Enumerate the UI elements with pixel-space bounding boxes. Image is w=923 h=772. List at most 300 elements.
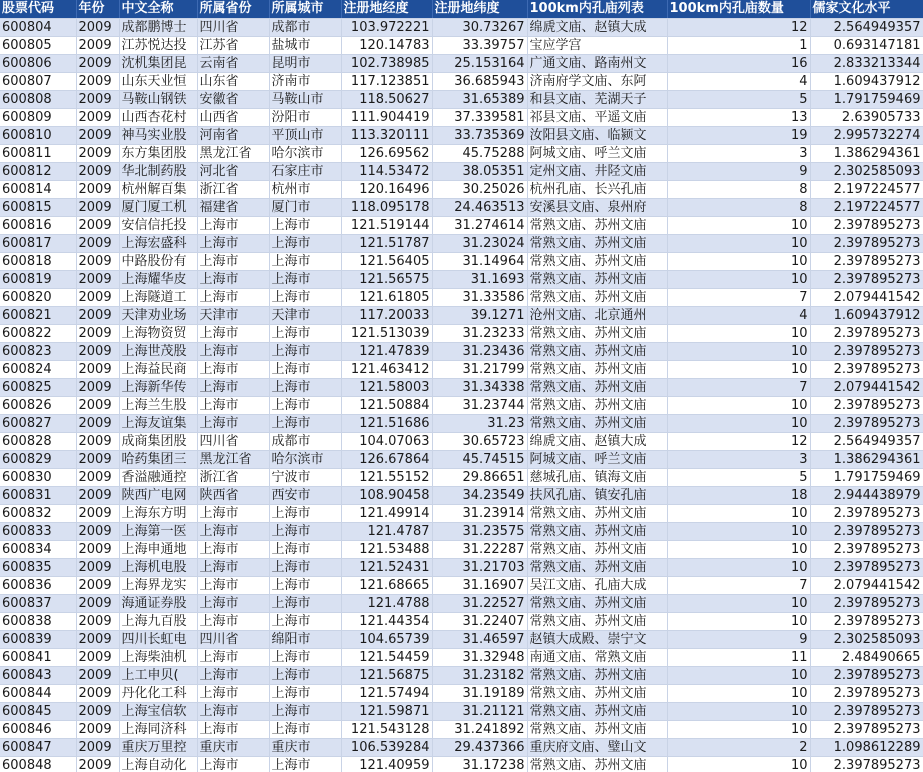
cell-year[interactable]: 2009 <box>76 757 119 772</box>
cell-stock-code[interactable]: 600818 <box>0 253 76 271</box>
cell-longitude[interactable]: 121.55152 <box>341 469 432 487</box>
cell-confucian-level[interactable]: 0.693147181 <box>810 37 923 55</box>
cell-temple-list[interactable]: 阿城文庙、呼兰文庙 <box>527 145 667 163</box>
cell-temple-count[interactable]: 5 <box>667 91 810 109</box>
cell-confucian-level[interactable]: 2.397895273 <box>810 505 923 523</box>
cell-temple-count[interactable]: 10 <box>667 523 810 541</box>
cell-confucian-level[interactable]: 2.397895273 <box>810 523 923 541</box>
cell-confucian-level[interactable]: 2.302585093 <box>810 163 923 181</box>
cell-year[interactable]: 2009 <box>76 667 119 685</box>
cell-temple-list[interactable]: 吴江文庙、孔庙大成 <box>527 577 667 595</box>
cell-company-name[interactable]: 上海东方明 <box>119 505 197 523</box>
cell-city[interactable]: 上海市 <box>269 235 341 253</box>
cell-temple-count[interactable]: 10 <box>667 757 810 772</box>
cell-city[interactable]: 成都市 <box>269 433 341 451</box>
cell-province[interactable]: 重庆市 <box>197 739 269 757</box>
cell-stock-code[interactable]: 600807 <box>0 73 76 91</box>
cell-year[interactable]: 2009 <box>76 217 119 235</box>
cell-year[interactable]: 2009 <box>76 649 119 667</box>
cell-stock-code[interactable]: 600808 <box>0 91 76 109</box>
cell-temple-list[interactable]: 常熟文庙、苏州文庙 <box>527 703 667 721</box>
cell-longitude[interactable]: 121.57494 <box>341 685 432 703</box>
header-longitude[interactable]: 注册地经度 <box>341 0 432 19</box>
cell-longitude[interactable]: 121.56575 <box>341 271 432 289</box>
cell-temple-count[interactable]: 12 <box>667 19 810 37</box>
cell-confucian-level[interactable]: 2.397895273 <box>810 325 923 343</box>
cell-latitude[interactable]: 34.23549 <box>432 487 527 505</box>
cell-city[interactable]: 汾阳市 <box>269 109 341 127</box>
cell-province[interactable]: 上海市 <box>197 667 269 685</box>
cell-confucian-level[interactable]: 2.197224577 <box>810 199 923 217</box>
cell-latitude[interactable]: 33.39757 <box>432 37 527 55</box>
cell-temple-count[interactable]: 10 <box>667 343 810 361</box>
cell-company-name[interactable]: 哈药集团三 <box>119 451 197 469</box>
cell-city[interactable]: 上海市 <box>269 325 341 343</box>
cell-year[interactable]: 2009 <box>76 91 119 109</box>
cell-temple-count[interactable]: 4 <box>667 307 810 325</box>
cell-company-name[interactable]: 山东天业恒 <box>119 73 197 91</box>
cell-longitude[interactable]: 121.56875 <box>341 667 432 685</box>
cell-longitude[interactable]: 121.44354 <box>341 613 432 631</box>
cell-city[interactable]: 哈尔滨市 <box>269 451 341 469</box>
cell-city[interactable]: 成都市 <box>269 19 341 37</box>
cell-temple-count[interactable]: 7 <box>667 379 810 397</box>
cell-longitude[interactable]: 121.40959 <box>341 757 432 772</box>
cell-confucian-level[interactable]: 1.791759469 <box>810 469 923 487</box>
cell-temple-list[interactable]: 广通文庙、路南州文 <box>527 55 667 73</box>
cell-longitude[interactable]: 121.49914 <box>341 505 432 523</box>
cell-confucian-level[interactable]: 2.397895273 <box>810 343 923 361</box>
cell-latitude[interactable]: 31.274614 <box>432 217 527 235</box>
cell-city[interactable]: 西安市 <box>269 487 341 505</box>
cell-longitude[interactable]: 121.58003 <box>341 379 432 397</box>
cell-company-name[interactable]: 上海机电股 <box>119 559 197 577</box>
cell-longitude[interactable]: 108.90458 <box>341 487 432 505</box>
cell-year[interactable]: 2009 <box>76 325 119 343</box>
cell-province[interactable]: 浙江省 <box>197 181 269 199</box>
cell-latitude[interactable]: 31.21703 <box>432 559 527 577</box>
cell-province[interactable]: 福建省 <box>197 199 269 217</box>
cell-latitude[interactable]: 31.65389 <box>432 91 527 109</box>
cell-company-name[interactable]: 重庆万里控 <box>119 739 197 757</box>
cell-year[interactable]: 2009 <box>76 163 119 181</box>
cell-company-name[interactable]: 沈机集团昆 <box>119 55 197 73</box>
cell-city[interactable]: 上海市 <box>269 343 341 361</box>
cell-confucian-level[interactable]: 1.098612289 <box>810 739 923 757</box>
cell-year[interactable]: 2009 <box>76 361 119 379</box>
cell-city[interactable]: 上海市 <box>269 703 341 721</box>
cell-latitude[interactable]: 30.65723 <box>432 433 527 451</box>
cell-stock-code[interactable]: 600820 <box>0 289 76 307</box>
cell-stock-code[interactable]: 600809 <box>0 109 76 127</box>
cell-confucian-level[interactable]: 2.63905733 <box>810 109 923 127</box>
cell-year[interactable]: 2009 <box>76 559 119 577</box>
cell-temple-count[interactable]: 10 <box>667 685 810 703</box>
cell-temple-count[interactable]: 13 <box>667 109 810 127</box>
cell-province[interactable]: 上海市 <box>197 253 269 271</box>
cell-temple-list[interactable]: 汝阳县文庙、临颍文 <box>527 127 667 145</box>
cell-temple-count[interactable]: 1 <box>667 37 810 55</box>
cell-company-name[interactable]: 上海友谊集 <box>119 415 197 433</box>
cell-longitude[interactable]: 102.738985 <box>341 55 432 73</box>
cell-stock-code[interactable]: 600817 <box>0 235 76 253</box>
cell-stock-code[interactable]: 600831 <box>0 487 76 505</box>
cell-longitude[interactable]: 106.539284 <box>341 739 432 757</box>
cell-city[interactable]: 上海市 <box>269 397 341 415</box>
cell-temple-count[interactable]: 10 <box>667 325 810 343</box>
cell-stock-code[interactable]: 600825 <box>0 379 76 397</box>
cell-confucian-level[interactable]: 2.397895273 <box>810 235 923 253</box>
cell-longitude[interactable]: 111.904419 <box>341 109 432 127</box>
cell-province[interactable]: 上海市 <box>197 235 269 253</box>
cell-company-name[interactable]: 上海世茂股 <box>119 343 197 361</box>
cell-confucian-level[interactable]: 2.079441542 <box>810 577 923 595</box>
cell-confucian-level[interactable]: 2.397895273 <box>810 721 923 739</box>
cell-city[interactable]: 上海市 <box>269 541 341 559</box>
cell-latitude[interactable]: 31.34338 <box>432 379 527 397</box>
cell-city[interactable]: 上海市 <box>269 289 341 307</box>
cell-year[interactable]: 2009 <box>76 271 119 289</box>
cell-company-name[interactable]: 山西杏花村 <box>119 109 197 127</box>
cell-company-name[interactable]: 天津劝业场 <box>119 307 197 325</box>
cell-company-name[interactable]: 上海新华传 <box>119 379 197 397</box>
cell-longitude[interactable]: 121.543128 <box>341 721 432 739</box>
cell-year[interactable]: 2009 <box>76 523 119 541</box>
cell-province[interactable]: 上海市 <box>197 505 269 523</box>
cell-temple-count[interactable]: 3 <box>667 451 810 469</box>
cell-stock-code[interactable]: 600833 <box>0 523 76 541</box>
cell-stock-code[interactable]: 600819 <box>0 271 76 289</box>
cell-province[interactable]: 上海市 <box>197 343 269 361</box>
cell-province[interactable]: 河北省 <box>197 163 269 181</box>
cell-temple-list[interactable]: 济南府学文庙、东阿 <box>527 73 667 91</box>
cell-city[interactable]: 上海市 <box>269 523 341 541</box>
cell-stock-code[interactable]: 600841 <box>0 649 76 667</box>
cell-temple-list[interactable]: 常熟文庙、苏州文庙 <box>527 289 667 307</box>
cell-province[interactable]: 黑龙江省 <box>197 451 269 469</box>
cell-longitude[interactable]: 121.4787 <box>341 523 432 541</box>
cell-confucian-level[interactable]: 2.397895273 <box>810 541 923 559</box>
cell-latitude[interactable]: 31.19189 <box>432 685 527 703</box>
cell-temple-list[interactable]: 常熟文庙、苏州文庙 <box>527 415 667 433</box>
cell-company-name[interactable]: 上海申通地 <box>119 541 197 559</box>
cell-temple-count[interactable]: 9 <box>667 631 810 649</box>
cell-year[interactable]: 2009 <box>76 505 119 523</box>
cell-stock-code[interactable]: 600827 <box>0 415 76 433</box>
cell-longitude[interactable]: 120.16496 <box>341 181 432 199</box>
cell-province[interactable]: 上海市 <box>197 595 269 613</box>
cell-confucian-level[interactable]: 2.564949357 <box>810 19 923 37</box>
cell-latitude[interactable]: 31.14964 <box>432 253 527 271</box>
cell-confucian-level[interactable]: 2.079441542 <box>810 289 923 307</box>
cell-province[interactable]: 上海市 <box>197 721 269 739</box>
cell-year[interactable]: 2009 <box>76 145 119 163</box>
cell-confucian-level[interactable]: 2.079441542 <box>810 379 923 397</box>
cell-city[interactable]: 上海市 <box>269 379 341 397</box>
cell-stock-code[interactable]: 600811 <box>0 145 76 163</box>
cell-temple-count[interactable]: 10 <box>667 271 810 289</box>
cell-temple-list[interactable]: 常熟文庙、苏州文庙 <box>527 595 667 613</box>
cell-longitude[interactable]: 121.519144 <box>341 217 432 235</box>
cell-city[interactable]: 重庆市 <box>269 739 341 757</box>
cell-year[interactable]: 2009 <box>76 631 119 649</box>
cell-company-name[interactable]: 东方集团股 <box>119 145 197 163</box>
cell-year[interactable]: 2009 <box>76 199 119 217</box>
cell-province[interactable]: 上海市 <box>197 523 269 541</box>
cell-longitude[interactable]: 118.50627 <box>341 91 432 109</box>
cell-latitude[interactable]: 31.23914 <box>432 505 527 523</box>
cell-year[interactable]: 2009 <box>76 109 119 127</box>
cell-city[interactable]: 绵阳市 <box>269 631 341 649</box>
cell-province[interactable]: 上海市 <box>197 703 269 721</box>
cell-temple-list[interactable]: 常熟文庙、苏州文庙 <box>527 541 667 559</box>
cell-stock-code[interactable]: 600835 <box>0 559 76 577</box>
cell-latitude[interactable]: 31.23 <box>432 415 527 433</box>
cell-temple-list[interactable]: 祁县文庙、平遥文庙 <box>527 109 667 127</box>
cell-temple-list[interactable]: 常熟文庙、苏州文庙 <box>527 253 667 271</box>
cell-latitude[interactable]: 30.73267 <box>432 19 527 37</box>
cell-temple-list[interactable]: 常熟文庙、苏州文庙 <box>527 271 667 289</box>
cell-longitude[interactable]: 113.320111 <box>341 127 432 145</box>
cell-latitude[interactable]: 25.153164 <box>432 55 527 73</box>
cell-stock-code[interactable]: 600838 <box>0 613 76 631</box>
cell-year[interactable]: 2009 <box>76 739 119 757</box>
cell-city[interactable]: 上海市 <box>269 757 341 772</box>
cell-stock-code[interactable]: 600828 <box>0 433 76 451</box>
cell-temple-list[interactable]: 阿城文庙、呼兰文庙 <box>527 451 667 469</box>
cell-year[interactable]: 2009 <box>76 397 119 415</box>
cell-confucian-level[interactable]: 1.609437912 <box>810 73 923 91</box>
cell-company-name[interactable]: 厦门厦工机 <box>119 199 197 217</box>
cell-temple-count[interactable]: 10 <box>667 595 810 613</box>
cell-longitude[interactable]: 121.56405 <box>341 253 432 271</box>
cell-latitude[interactable]: 38.05351 <box>432 163 527 181</box>
cell-year[interactable]: 2009 <box>76 721 119 739</box>
cell-temple-list[interactable]: 绵虒文庙、赵镇大成 <box>527 19 667 37</box>
cell-province[interactable]: 上海市 <box>197 415 269 433</box>
cell-temple-list[interactable]: 慈城孔庙、镇海文庙 <box>527 469 667 487</box>
cell-company-name[interactable]: 上海同济科 <box>119 721 197 739</box>
cell-confucian-level[interactable]: 2.397895273 <box>810 757 923 772</box>
cell-company-name[interactable]: 上海宝信软 <box>119 703 197 721</box>
cell-year[interactable]: 2009 <box>76 289 119 307</box>
cell-temple-list[interactable]: 常熟文庙、苏州文庙 <box>527 613 667 631</box>
cell-stock-code[interactable]: 600830 <box>0 469 76 487</box>
cell-province[interactable]: 天津市 <box>197 307 269 325</box>
cell-confucian-level[interactable]: 2.397895273 <box>810 613 923 631</box>
cell-temple-list[interactable]: 常熟文庙、苏州文庙 <box>527 379 667 397</box>
cell-city[interactable]: 昆明市 <box>269 55 341 73</box>
cell-confucian-level[interactable]: 2.397895273 <box>810 667 923 685</box>
cell-longitude[interactable]: 121.463412 <box>341 361 432 379</box>
cell-province[interactable]: 上海市 <box>197 541 269 559</box>
cell-temple-list[interactable]: 常熟文庙、苏州文庙 <box>527 505 667 523</box>
cell-latitude[interactable]: 31.23575 <box>432 523 527 541</box>
cell-longitude[interactable]: 126.69562 <box>341 145 432 163</box>
cell-confucian-level[interactable]: 2.397895273 <box>810 397 923 415</box>
cell-confucian-level[interactable]: 2.397895273 <box>810 415 923 433</box>
cell-temple-count[interactable]: 19 <box>667 127 810 145</box>
cell-confucian-level[interactable]: 2.397895273 <box>810 595 923 613</box>
cell-temple-list[interactable]: 定州文庙、井陉文庙 <box>527 163 667 181</box>
cell-latitude[interactable]: 31.23182 <box>432 667 527 685</box>
cell-year[interactable]: 2009 <box>76 451 119 469</box>
cell-province[interactable]: 江苏省 <box>197 37 269 55</box>
cell-stock-code[interactable]: 600844 <box>0 685 76 703</box>
cell-company-name[interactable]: 上工申贝( <box>119 667 197 685</box>
cell-year[interactable]: 2009 <box>76 415 119 433</box>
cell-year[interactable]: 2009 <box>76 577 119 595</box>
cell-stock-code[interactable]: 600836 <box>0 577 76 595</box>
cell-city[interactable]: 厦门市 <box>269 199 341 217</box>
cell-temple-count[interactable]: 10 <box>667 253 810 271</box>
cell-province[interactable]: 河南省 <box>197 127 269 145</box>
cell-city[interactable]: 上海市 <box>269 253 341 271</box>
cell-longitude[interactable]: 118.095178 <box>341 199 432 217</box>
cell-confucian-level[interactable]: 1.386294361 <box>810 145 923 163</box>
cell-stock-code[interactable]: 600815 <box>0 199 76 217</box>
cell-temple-count[interactable]: 10 <box>667 721 810 739</box>
cell-province[interactable]: 上海市 <box>197 361 269 379</box>
cell-temple-list[interactable]: 常熟文庙、苏州文庙 <box>527 523 667 541</box>
cell-company-name[interactable]: 上海耀华皮 <box>119 271 197 289</box>
cell-province[interactable]: 上海市 <box>197 613 269 631</box>
cell-confucian-level[interactable]: 2.944438979 <box>810 487 923 505</box>
cell-company-name[interactable]: 成都鹏博士 <box>119 19 197 37</box>
cell-latitude[interactable]: 31.21121 <box>432 703 527 721</box>
cell-year[interactable]: 2009 <box>76 181 119 199</box>
cell-province[interactable]: 上海市 <box>197 325 269 343</box>
cell-temple-list[interactable]: 常熟文庙、苏州文庙 <box>527 559 667 577</box>
cell-temple-list[interactable]: 常熟文庙、苏州文庙 <box>527 235 667 253</box>
cell-temple-count[interactable]: 2 <box>667 739 810 757</box>
cell-temple-count[interactable]: 10 <box>667 505 810 523</box>
cell-province[interactable]: 上海市 <box>197 397 269 415</box>
cell-province[interactable]: 上海市 <box>197 577 269 595</box>
cell-longitude[interactable]: 121.51686 <box>341 415 432 433</box>
cell-longitude[interactable]: 121.513039 <box>341 325 432 343</box>
cell-province[interactable]: 上海市 <box>197 649 269 667</box>
cell-company-name[interactable]: 神马实业股 <box>119 127 197 145</box>
cell-longitude[interactable]: 121.54459 <box>341 649 432 667</box>
cell-year[interactable]: 2009 <box>76 343 119 361</box>
header-company-name[interactable]: 中文全称 <box>119 0 197 19</box>
cell-province[interactable]: 上海市 <box>197 271 269 289</box>
cell-latitude[interactable]: 31.21799 <box>432 361 527 379</box>
cell-temple-count[interactable]: 10 <box>667 217 810 235</box>
cell-latitude[interactable]: 45.75288 <box>432 145 527 163</box>
cell-latitude[interactable]: 24.463513 <box>432 199 527 217</box>
cell-longitude[interactable]: 121.68665 <box>341 577 432 595</box>
cell-province[interactable]: 上海市 <box>197 379 269 397</box>
cell-longitude[interactable]: 121.61805 <box>341 289 432 307</box>
cell-latitude[interactable]: 31.23436 <box>432 343 527 361</box>
cell-temple-list[interactable]: 安溪县文庙、泉州府 <box>527 199 667 217</box>
cell-company-name[interactable]: 上海宏盛科 <box>119 235 197 253</box>
cell-longitude[interactable]: 117.20033 <box>341 307 432 325</box>
cell-temple-list[interactable]: 沧州文庙、北京通州 <box>527 307 667 325</box>
cell-temple-count[interactable]: 11 <box>667 649 810 667</box>
cell-city[interactable]: 上海市 <box>269 595 341 613</box>
cell-company-name[interactable]: 上海第一医 <box>119 523 197 541</box>
cell-company-name[interactable]: 江苏悦达投 <box>119 37 197 55</box>
cell-company-name[interactable]: 上海物资贸 <box>119 325 197 343</box>
cell-company-name[interactable]: 中路股份有 <box>119 253 197 271</box>
cell-confucian-level[interactable]: 2.48490665 <box>810 649 923 667</box>
cell-confucian-level[interactable]: 1.386294361 <box>810 451 923 469</box>
cell-company-name[interactable]: 上海柴油机 <box>119 649 197 667</box>
cell-longitude[interactable]: 121.51787 <box>341 235 432 253</box>
cell-temple-count[interactable]: 7 <box>667 577 810 595</box>
cell-temple-count[interactable]: 10 <box>667 415 810 433</box>
cell-year[interactable]: 2009 <box>76 541 119 559</box>
cell-stock-code[interactable]: 600824 <box>0 361 76 379</box>
cell-stock-code[interactable]: 600845 <box>0 703 76 721</box>
cell-longitude[interactable]: 121.53488 <box>341 541 432 559</box>
cell-latitude[interactable]: 39.1271 <box>432 307 527 325</box>
cell-latitude[interactable]: 31.23024 <box>432 235 527 253</box>
cell-confucian-level[interactable]: 1.609437912 <box>810 307 923 325</box>
cell-stock-code[interactable]: 600806 <box>0 55 76 73</box>
cell-year[interactable]: 2009 <box>76 73 119 91</box>
cell-confucian-level[interactable]: 1.791759469 <box>810 91 923 109</box>
cell-temple-list[interactable]: 常熟文庙、苏州文庙 <box>527 217 667 235</box>
cell-temple-count[interactable]: 10 <box>667 541 810 559</box>
cell-stock-code[interactable]: 600834 <box>0 541 76 559</box>
cell-temple-list[interactable]: 常熟文庙、苏州文庙 <box>527 757 667 772</box>
cell-year[interactable]: 2009 <box>76 127 119 145</box>
cell-longitude[interactable]: 126.67864 <box>341 451 432 469</box>
header-confucian-level[interactable]: 儒家文化水平 <box>810 0 923 19</box>
cell-temple-list[interactable]: 杭州孔庙、长兴孔庙 <box>527 181 667 199</box>
cell-year[interactable]: 2009 <box>76 703 119 721</box>
cell-year[interactable]: 2009 <box>76 253 119 271</box>
cell-latitude[interactable]: 29.86651 <box>432 469 527 487</box>
cell-latitude[interactable]: 45.74515 <box>432 451 527 469</box>
cell-stock-code[interactable]: 600810 <box>0 127 76 145</box>
cell-province[interactable]: 上海市 <box>197 289 269 307</box>
cell-confucian-level[interactable]: 2.995732274 <box>810 127 923 145</box>
cell-province[interactable]: 陕西省 <box>197 487 269 505</box>
cell-longitude[interactable]: 121.4788 <box>341 595 432 613</box>
cell-latitude[interactable]: 31.16907 <box>432 577 527 595</box>
cell-longitude[interactable]: 104.65739 <box>341 631 432 649</box>
header-city[interactable]: 所属城市 <box>269 0 341 19</box>
cell-temple-list[interactable]: 常熟文庙、苏州文庙 <box>527 325 667 343</box>
cell-longitude[interactable]: 120.14783 <box>341 37 432 55</box>
cell-confucian-level[interactable]: 2.397895273 <box>810 703 923 721</box>
cell-temple-list[interactable]: 常熟文庙、苏州文庙 <box>527 361 667 379</box>
cell-latitude[interactable]: 31.32948 <box>432 649 527 667</box>
cell-confucian-level[interactable]: 2.397895273 <box>810 253 923 271</box>
cell-city[interactable]: 杭州市 <box>269 181 341 199</box>
cell-company-name[interactable]: 马鞍山钢铁 <box>119 91 197 109</box>
cell-stock-code[interactable]: 600848 <box>0 757 76 772</box>
cell-latitude[interactable]: 29.437366 <box>432 739 527 757</box>
cell-longitude[interactable]: 117.123851 <box>341 73 432 91</box>
cell-province[interactable]: 山东省 <box>197 73 269 91</box>
cell-longitude[interactable]: 114.53472 <box>341 163 432 181</box>
cell-city[interactable]: 上海市 <box>269 559 341 577</box>
cell-stock-code[interactable]: 600826 <box>0 397 76 415</box>
cell-temple-count[interactable]: 12 <box>667 433 810 451</box>
cell-city[interactable]: 天津市 <box>269 307 341 325</box>
cell-confucian-level[interactable]: 2.197224577 <box>810 181 923 199</box>
cell-latitude[interactable]: 31.22407 <box>432 613 527 631</box>
cell-temple-list[interactable]: 赵镇大成殿、崇宁文 <box>527 631 667 649</box>
cell-city[interactable]: 上海市 <box>269 217 341 235</box>
cell-city[interactable]: 上海市 <box>269 649 341 667</box>
